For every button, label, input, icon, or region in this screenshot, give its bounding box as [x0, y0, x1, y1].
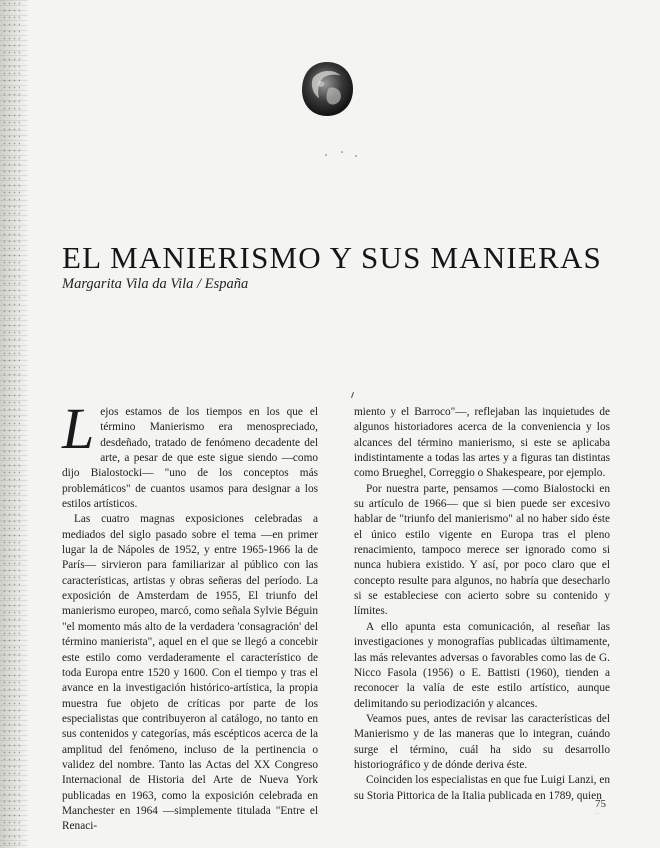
article-byline: Margarita Vila da Vila / España — [62, 276, 249, 292]
scan-mark — [351, 392, 354, 398]
paragraph: A ello apunta esta comunicación, al reseñar las investigaciones y monografías publicadas últimamente, las más relevantes adversas o favorables como las de G. Nicco Fasola (1956) o E. Battisti (1960), tienden a reconocer la valía de este estilo artístico, aunque delimitando su periodización y alcances. — [354, 620, 610, 710]
decorative-dots — [322, 150, 362, 158]
left-text-column — [62, 396, 318, 835]
paragraph: Veamos pues, antes de revisar las características del Manierismo y de las maneras que lo integran, cuándo surge el término, cuál ha sido su desarrollo historiográfico y de dónde deriva éste. — [354, 712, 610, 771]
scan-noise — [2, 0, 20, 848]
drop-cap: L — [62, 396, 95, 461]
paragraph: ejos estamos de los tiempos en los que el término Manierismo era menospreciado, desdeñado, tratado de fenómeno decadente del arte, a pesar de que este sigue siendo —como dijo Bialostocki— "uno de los conceptos más problemáticos" de cuantos usamos para designar a los estilos artísticos. — [62, 406, 318, 511]
paragraph: Por nuestra parte, pensamos —como Bialostocki en su artículo de 1966— que si bien puede ser excesivo hablar de "triunfo del manierismo" al no haber sido éste el único estilo vigente en Europa tras el pleno renacimiento, tampoco merece ser ignorado como si nunca hubiera existido. Y así, por poco claro que el concepto resulte para algunos, no habría que desecharlo si se estableciese con acierto sobre su contenido y límites. — [354, 482, 610, 618]
page-number-sub: ·· — [595, 812, 601, 817]
portrait-medallion-icon — [299, 60, 355, 118]
paragraph: Coinciden los especialistas en que fue Luigi Lanzi, en su Storia Pittorica de la Italia publicada en 1789, quien — [354, 774, 610, 802]
right-text-column — [354, 405, 610, 804]
paragraph: miento y el Barroco"—, reflejaban las inquietudes de algunos historiadores acerca de la conveniencia y los alcances del término manierismo, si este se aplicaba indistintamente a todas las artes y a figuras tan distintas como Brueghel, Correggio o Shakespeare, por ejemplo. — [354, 406, 610, 480]
paragraph: Las cuatro magnas exposiciones celebradas a mediados del siglo pasado sobre el tema —en primer lugar la de Nápoles de 1952, y entre 1965-1966 la de París— sirvieron para familiarizar al público con las características, artistas y obras señeras del período. La exposición de Amsterdam de 1955, El triunfo del manierismo europeo, marcó, como señala Sylvie Béguin "el momento más alto de la verdadera 'consagración' del término manierista", aquel en el que se llegó a concebir este estilo como verdaderamente el característico de toda Europa entre 1520 y 1600. Con el tiempo y tras el avance en la investigación histórico-artística, la propia muestra fue objeto de críticas por parte de los especialistas que contribuyeron al catálogo, no tanto en sus contenidos y categorías, más escépticos acerca de la amplitud del fenómeno, incluso de la pertinencia o validez del nombre. Tanto las Actas del XX Congreso Internacional de Historia del Arte de Nueva York publicadas en 1963, como la exposición celebrada en Manchester en 1964 —simplemente titulada "Entre el Renaci- — [62, 513, 318, 833]
article-title: EL MANIERISMO Y SUS MANIERAS — [62, 240, 602, 275]
page-number: 75 — [595, 798, 606, 810]
